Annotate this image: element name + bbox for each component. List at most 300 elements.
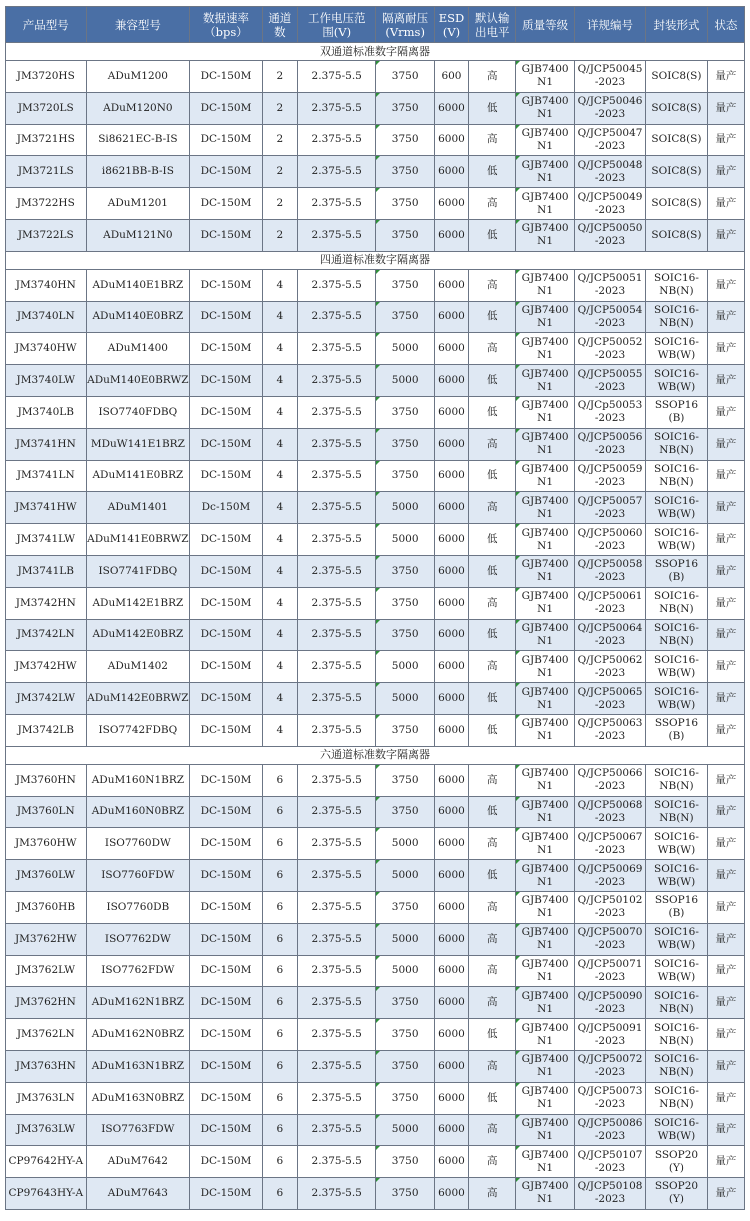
cell-data-rate: DC-150M	[190, 987, 262, 1019]
cell-data-rate: DC-150M	[190, 923, 262, 955]
cell-voltage-range: 2.375-5.5	[297, 301, 376, 333]
cell-compatible-model: ISO7763FDW	[86, 1114, 190, 1146]
cell-default-output: 高	[469, 333, 516, 365]
cell-quality-grade: GJB7400 N1	[516, 714, 574, 746]
cell-spec-number: Q/JCP50108 -2023	[574, 1178, 645, 1210]
cell-isolation-voltage: 5000	[376, 1114, 434, 1146]
cell-isolation-voltage: 5000	[376, 828, 434, 860]
cell-spec-number: Q/JCP50056 -2023	[574, 428, 645, 460]
header-cell-data-rate: 数据速率 （bps）	[190, 7, 262, 43]
cell-quality-grade: GJB7400 N1	[516, 156, 574, 188]
cell-status: 量产	[707, 92, 744, 124]
cell-compatible-model: ADuM140E0BRWZ	[86, 365, 190, 397]
cell-compatible-model: ISO7762FDW	[86, 955, 190, 987]
cell-channels: 6	[262, 1146, 297, 1178]
table-row	[6, 460, 745, 492]
cell-isolation-voltage: 3750	[376, 92, 434, 124]
cell-esd: 6000	[434, 828, 468, 860]
cell-product-model: JM3763LN	[6, 1082, 87, 1114]
cell-package: SOIC16- NB(N)	[646, 301, 707, 333]
cell-isolation-voltage: 3750	[376, 619, 434, 651]
cell-data-rate: DC-150M	[190, 365, 262, 397]
cell-package: SOIC8(S)	[646, 156, 707, 188]
cell-product-model: JM3741HN	[6, 428, 87, 460]
cell-quality-grade: GJB7400 N1	[516, 124, 574, 156]
cell-package: SOIC16- NB(N)	[646, 269, 707, 301]
cell-voltage-range: 2.375-5.5	[297, 460, 376, 492]
cell-isolation-voltage: 3750	[376, 587, 434, 619]
cell-status: 量产	[707, 955, 744, 987]
cell-voltage-range: 2.375-5.5	[297, 1178, 376, 1210]
section-header-row	[6, 746, 745, 764]
cell-voltage-range: 2.375-5.5	[297, 764, 376, 796]
cell-status: 量产	[707, 1019, 744, 1051]
cell-status: 量产	[707, 301, 744, 333]
cell-package: SOIC16- WB(W)	[646, 683, 707, 715]
cell-quality-grade: GJB7400 N1	[516, 333, 574, 365]
cell-spec-number: Q/JCP50073 -2023	[574, 1082, 645, 1114]
table-row	[6, 269, 745, 301]
cell-channels: 6	[262, 1114, 297, 1146]
cell-channels: 2	[262, 156, 297, 188]
cell-esd: 6000	[434, 365, 468, 397]
cell-quality-grade: GJB7400 N1	[516, 460, 574, 492]
cell-product-model: JM3760HW	[6, 828, 87, 860]
cell-product-model: JM3740LW	[6, 365, 87, 397]
cell-quality-grade: GJB7400 N1	[516, 61, 574, 93]
cell-channels: 6	[262, 828, 297, 860]
cell-status: 量产	[707, 61, 744, 93]
cell-esd: 6000	[434, 891, 468, 923]
table-row	[6, 1114, 745, 1146]
cell-package: SOIC16- WB(W)	[646, 524, 707, 556]
cell-compatible-model: ISO7740FDBQ	[86, 396, 190, 428]
cell-esd: 6000	[434, 1050, 468, 1082]
cell-default-output: 高	[469, 987, 516, 1019]
cell-quality-grade: GJB7400 N1	[516, 365, 574, 397]
cell-quality-grade: GJB7400 N1	[516, 492, 574, 524]
cell-compatible-model: ISO7741FDBQ	[86, 555, 190, 587]
cell-isolation-voltage: 5000	[376, 492, 434, 524]
cell-default-output: 高	[469, 1050, 516, 1082]
cell-isolation-voltage: 5000	[376, 683, 434, 715]
cell-esd: 6000	[434, 124, 468, 156]
cell-isolation-voltage: 3750	[376, 555, 434, 587]
cell-status: 量产	[707, 188, 744, 220]
cell-quality-grade: GJB7400 N1	[516, 587, 574, 619]
cell-status: 量产	[707, 365, 744, 397]
cell-channels: 4	[262, 365, 297, 397]
cell-esd: 6000	[434, 1178, 468, 1210]
cell-data-rate: DC-150M	[190, 1114, 262, 1146]
cell-esd: 6000	[434, 651, 468, 683]
cell-status: 量产	[707, 1082, 744, 1114]
cell-channels: 6	[262, 860, 297, 892]
cell-default-output: 高	[469, 651, 516, 683]
cell-channels: 6	[262, 764, 297, 796]
cell-spec-number: Q/JCP50067 -2023	[574, 828, 645, 860]
table-row	[6, 492, 745, 524]
table-row	[6, 923, 745, 955]
cell-default-output: 高	[469, 955, 516, 987]
cell-data-rate: DC-150M	[190, 555, 262, 587]
header-cell-isolation-voltage: 隔离耐压 (Vrms)	[376, 7, 434, 43]
cell-compatible-model: ADuM1201	[86, 188, 190, 220]
cell-quality-grade: GJB7400 N1	[516, 428, 574, 460]
cell-channels: 4	[262, 269, 297, 301]
cell-quality-grade: GJB7400 N1	[516, 860, 574, 892]
cell-data-rate: DC-150M	[190, 219, 262, 251]
cell-channels: 6	[262, 923, 297, 955]
cell-data-rate: DC-150M	[190, 955, 262, 987]
cell-channels: 2	[262, 92, 297, 124]
cell-package: SSOP16 (B)	[646, 396, 707, 428]
cell-status: 量产	[707, 619, 744, 651]
cell-product-model: JM3762LW	[6, 955, 87, 987]
cell-package: SOIC16- WB(W)	[646, 828, 707, 860]
cell-isolation-voltage: 3750	[376, 1178, 434, 1210]
header-row	[6, 7, 745, 43]
cell-isolation-voltage: 3750	[376, 188, 434, 220]
cell-compatible-model: ADuM1401	[86, 492, 190, 524]
cell-spec-number: Q/JCP50061 -2023	[574, 587, 645, 619]
table-row	[6, 219, 745, 251]
table-row	[6, 555, 745, 587]
cell-quality-grade: GJB7400 N1	[516, 1050, 574, 1082]
cell-spec-number: Q/JCP50072 -2023	[574, 1050, 645, 1082]
header-cell-compatible-model: 兼容型号	[86, 7, 190, 43]
cell-package: SOIC16- WB(W)	[646, 923, 707, 955]
cell-channels: 2	[262, 188, 297, 220]
cell-data-rate: Dc-150M	[190, 492, 262, 524]
table-row	[6, 301, 745, 333]
cell-spec-number: Q/JCP50102 -2023	[574, 891, 645, 923]
cell-voltage-range: 2.375-5.5	[297, 587, 376, 619]
cell-data-rate: DC-150M	[190, 796, 262, 828]
cell-default-output: 低	[469, 460, 516, 492]
cell-quality-grade: GJB7400 N1	[516, 923, 574, 955]
cell-data-rate: DC-150M	[190, 764, 262, 796]
cell-esd: 6000	[434, 524, 468, 556]
cell-quality-grade: GJB7400 N1	[516, 796, 574, 828]
cell-default-output: 高	[469, 1114, 516, 1146]
cell-default-output: 高	[469, 923, 516, 955]
cell-data-rate: DC-150M	[190, 396, 262, 428]
cell-compatible-model: ADuM120N0	[86, 92, 190, 124]
cell-default-output: 高	[469, 269, 516, 301]
cell-channels: 4	[262, 333, 297, 365]
cell-product-model: JM3741LW	[6, 524, 87, 556]
cell-isolation-voltage: 3750	[376, 269, 434, 301]
cell-compatible-model: ADuM141E0BRWZ	[86, 524, 190, 556]
cell-package: SOIC16- WB(W)	[646, 651, 707, 683]
cell-status: 量产	[707, 987, 744, 1019]
cell-isolation-voltage: 5000	[376, 333, 434, 365]
table-row	[6, 619, 745, 651]
cell-default-output: 高	[469, 428, 516, 460]
cell-isolation-voltage: 3750	[376, 1146, 434, 1178]
cell-channels: 4	[262, 396, 297, 428]
cell-voltage-range: 2.375-5.5	[297, 828, 376, 860]
cell-status: 量产	[707, 796, 744, 828]
header-cell-quality-grade: 质量等级	[516, 7, 574, 43]
cell-quality-grade: GJB7400 N1	[516, 1146, 574, 1178]
cell-esd: 6000	[434, 492, 468, 524]
cell-data-rate: DC-150M	[190, 1019, 262, 1051]
table-row	[6, 1019, 745, 1051]
cell-isolation-voltage: 5000	[376, 955, 434, 987]
cell-default-output: 低	[469, 219, 516, 251]
cell-product-model: JM3760LN	[6, 796, 87, 828]
cell-voltage-range: 2.375-5.5	[297, 219, 376, 251]
cell-status: 量产	[707, 1114, 744, 1146]
cell-default-output: 高	[469, 764, 516, 796]
cell-default-output: 低	[469, 714, 516, 746]
cell-spec-number: Q/JCP50064 -2023	[574, 619, 645, 651]
cell-status: 量产	[707, 651, 744, 683]
cell-esd: 6000	[434, 188, 468, 220]
cell-compatible-model: ADuM163N0BRZ	[86, 1082, 190, 1114]
cell-esd: 6000	[434, 987, 468, 1019]
cell-data-rate: DC-150M	[190, 619, 262, 651]
cell-data-rate: DC-150M	[190, 828, 262, 860]
cell-isolation-voltage: 3750	[376, 1050, 434, 1082]
table-row	[6, 428, 745, 460]
table-body	[6, 43, 745, 1210]
cell-isolation-voltage: 3750	[376, 428, 434, 460]
cell-quality-grade: GJB7400 N1	[516, 92, 574, 124]
cell-esd: 6000	[434, 428, 468, 460]
cell-default-output: 高	[469, 1146, 516, 1178]
cell-voltage-range: 2.375-5.5	[297, 61, 376, 93]
cell-product-model: JM3721LS	[6, 156, 87, 188]
cell-spec-number: Q/JCP50060 -2023	[574, 524, 645, 556]
cell-spec-number: Q/JCP50070 -2023	[574, 923, 645, 955]
cell-product-model: JM3740HN	[6, 269, 87, 301]
cell-data-rate: DC-150M	[190, 1178, 262, 1210]
cell-channels: 4	[262, 301, 297, 333]
cell-isolation-voltage: 3750	[376, 764, 434, 796]
cell-data-rate: DC-150M	[190, 333, 262, 365]
cell-voltage-range: 2.375-5.5	[297, 1146, 376, 1178]
cell-esd: 6000	[434, 860, 468, 892]
cell-voltage-range: 2.375-5.5	[297, 1114, 376, 1146]
cell-spec-number: Q/JCP50091 -2023	[574, 1019, 645, 1051]
cell-isolation-voltage: 3750	[376, 61, 434, 93]
cell-data-rate: DC-150M	[190, 683, 262, 715]
cell-esd: 6000	[434, 683, 468, 715]
table-row	[6, 587, 745, 619]
cell-esd: 6000	[434, 1019, 468, 1051]
cell-package: SOIC8(S)	[646, 61, 707, 93]
cell-voltage-range: 2.375-5.5	[297, 923, 376, 955]
cell-status: 量产	[707, 428, 744, 460]
cell-package: SOIC16- WB(W)	[646, 1114, 707, 1146]
cell-product-model: JM3720HS	[6, 61, 87, 93]
cell-product-model: JM3762HN	[6, 987, 87, 1019]
cell-default-output: 高	[469, 492, 516, 524]
cell-default-output: 低	[469, 396, 516, 428]
cell-compatible-model: ADuM142E0BRWZ	[86, 683, 190, 715]
table-row	[6, 365, 745, 397]
cell-package: SOIC16- NB(N)	[646, 428, 707, 460]
cell-product-model: CP97643HY-A	[6, 1178, 87, 1210]
cell-channels: 6	[262, 1082, 297, 1114]
cell-compatible-model: ISO7762DW	[86, 923, 190, 955]
cell-data-rate: DC-150M	[190, 269, 262, 301]
table-row	[6, 333, 745, 365]
cell-status: 量产	[707, 124, 744, 156]
cell-data-rate: DC-150M	[190, 188, 262, 220]
cell-compatible-model: ISO7760FDW	[86, 860, 190, 892]
table-row	[6, 796, 745, 828]
table-row	[6, 1082, 745, 1114]
cell-isolation-voltage: 3750	[376, 714, 434, 746]
table-row	[6, 1146, 745, 1178]
cell-status: 量产	[707, 524, 744, 556]
cell-voltage-range: 2.375-5.5	[297, 156, 376, 188]
cell-default-output: 低	[469, 365, 516, 397]
cell-esd: 6000	[434, 619, 468, 651]
cell-spec-number: Q/JCP50068 -2023	[574, 796, 645, 828]
table-row	[6, 92, 745, 124]
cell-channels: 6	[262, 891, 297, 923]
cell-spec-number: Q/JCP50052 -2023	[574, 333, 645, 365]
cell-compatible-model: ADuM163N1BRZ	[86, 1050, 190, 1082]
cell-compatible-model: ADuM162N1BRZ	[86, 987, 190, 1019]
cell-esd: 6000	[434, 1114, 468, 1146]
cell-channels: 6	[262, 1050, 297, 1082]
cell-package: SOIC16- NB(N)	[646, 1019, 707, 1051]
cell-product-model: JM3722HS	[6, 188, 87, 220]
cell-spec-number: Q/JCP50086 -2023	[574, 1114, 645, 1146]
isolator-spec-table	[5, 6, 745, 1210]
cell-default-output: 高	[469, 828, 516, 860]
cell-channels: 6	[262, 1178, 297, 1210]
cell-status: 量产	[707, 828, 744, 860]
table-row	[6, 396, 745, 428]
cell-esd: 6000	[434, 269, 468, 301]
cell-default-output: 低	[469, 1082, 516, 1114]
cell-channels: 4	[262, 714, 297, 746]
cell-default-output: 低	[469, 860, 516, 892]
cell-quality-grade: GJB7400 N1	[516, 1114, 574, 1146]
cell-esd: 6000	[434, 301, 468, 333]
cell-data-rate: DC-150M	[190, 1082, 262, 1114]
cell-product-model: JM3762HW	[6, 923, 87, 955]
header-cell-default-output: 默认输 出电平	[469, 7, 516, 43]
cell-quality-grade: GJB7400 N1	[516, 219, 574, 251]
cell-channels: 4	[262, 460, 297, 492]
cell-voltage-range: 2.375-5.5	[297, 188, 376, 220]
table-row	[6, 860, 745, 892]
cell-compatible-model: MDuW141E1BRZ	[86, 428, 190, 460]
cell-default-output: 低	[469, 796, 516, 828]
cell-product-model: JM3760LW	[6, 860, 87, 892]
cell-esd: 6000	[434, 796, 468, 828]
cell-quality-grade: GJB7400 N1	[516, 396, 574, 428]
cell-status: 量产	[707, 587, 744, 619]
cell-isolation-voltage: 3750	[376, 1082, 434, 1114]
cell-voltage-range: 2.375-5.5	[297, 714, 376, 746]
cell-esd: 6000	[434, 156, 468, 188]
table-row	[6, 828, 745, 860]
cell-esd: 6000	[434, 923, 468, 955]
cell-compatible-model: ADuM160N1BRZ	[86, 764, 190, 796]
cell-isolation-voltage: 3750	[376, 219, 434, 251]
cell-esd: 6000	[434, 1146, 468, 1178]
cell-package: SSOP16 (B)	[646, 555, 707, 587]
cell-isolation-voltage: 3750	[376, 987, 434, 1019]
cell-quality-grade: GJB7400 N1	[516, 764, 574, 796]
cell-voltage-range: 2.375-5.5	[297, 1019, 376, 1051]
cell-quality-grade: GJB7400 N1	[516, 683, 574, 715]
cell-default-output: 低	[469, 555, 516, 587]
cell-quality-grade: GJB7400 N1	[516, 1019, 574, 1051]
cell-voltage-range: 2.375-5.5	[297, 396, 376, 428]
cell-default-output: 高	[469, 1178, 516, 1210]
cell-package: SSOP16 (B)	[646, 891, 707, 923]
cell-spec-number: Q/JCP50051 -2023	[574, 269, 645, 301]
cell-compatible-model: ISO7742FDBQ	[86, 714, 190, 746]
cell-spec-number: Q/JCP50054 -2023	[574, 301, 645, 333]
cell-status: 量产	[707, 1050, 744, 1082]
section-header-row	[6, 251, 745, 269]
cell-data-rate: DC-150M	[190, 124, 262, 156]
cell-quality-grade: GJB7400 N1	[516, 619, 574, 651]
cell-spec-number: Q/JCP50071 -2023	[574, 955, 645, 987]
cell-package: SSOP20 (Y)	[646, 1178, 707, 1210]
cell-voltage-range: 2.375-5.5	[297, 1082, 376, 1114]
cell-voltage-range: 2.375-5.5	[297, 651, 376, 683]
cell-esd: 6000	[434, 714, 468, 746]
cell-spec-number: Q/JCP50063 -2023	[574, 714, 645, 746]
cell-channels: 4	[262, 428, 297, 460]
cell-voltage-range: 2.375-5.5	[297, 955, 376, 987]
header-cell-channels: 通道 数	[262, 7, 297, 43]
cell-channels: 4	[262, 492, 297, 524]
cell-status: 量产	[707, 891, 744, 923]
table-row	[6, 987, 745, 1019]
cell-channels: 6	[262, 955, 297, 987]
cell-product-model: JM3740LB	[6, 396, 87, 428]
cell-compatible-model: ADuM141E0BRZ	[86, 460, 190, 492]
cell-product-model: JM3742LN	[6, 619, 87, 651]
header-cell-product-model: 产品型号	[6, 7, 87, 43]
cell-product-model: JM3721HS	[6, 124, 87, 156]
cell-compatible-model: ADuM140E1BRZ	[86, 269, 190, 301]
cell-quality-grade: GJB7400 N1	[516, 955, 574, 987]
cell-voltage-range: 2.375-5.5	[297, 333, 376, 365]
table-row	[6, 764, 745, 796]
cell-package: SSOP16 (B)	[646, 714, 707, 746]
header-cell-esd: ESD (V)	[434, 7, 468, 43]
section-header-row	[6, 43, 745, 61]
table-row	[6, 124, 745, 156]
cell-compatible-model: ADuM142E0BRZ	[86, 619, 190, 651]
cell-product-model: JM3742LW	[6, 683, 87, 715]
table-row	[6, 714, 745, 746]
cell-data-rate: DC-150M	[190, 1146, 262, 1178]
cell-product-model: JM3742HW	[6, 651, 87, 683]
cell-data-rate: DC-150M	[190, 860, 262, 892]
cell-status: 量产	[707, 714, 744, 746]
cell-quality-grade: GJB7400 N1	[516, 1082, 574, 1114]
cell-isolation-voltage: 3750	[376, 301, 434, 333]
cell-esd: 6000	[434, 587, 468, 619]
table-row	[6, 1178, 745, 1210]
cell-channels: 6	[262, 987, 297, 1019]
